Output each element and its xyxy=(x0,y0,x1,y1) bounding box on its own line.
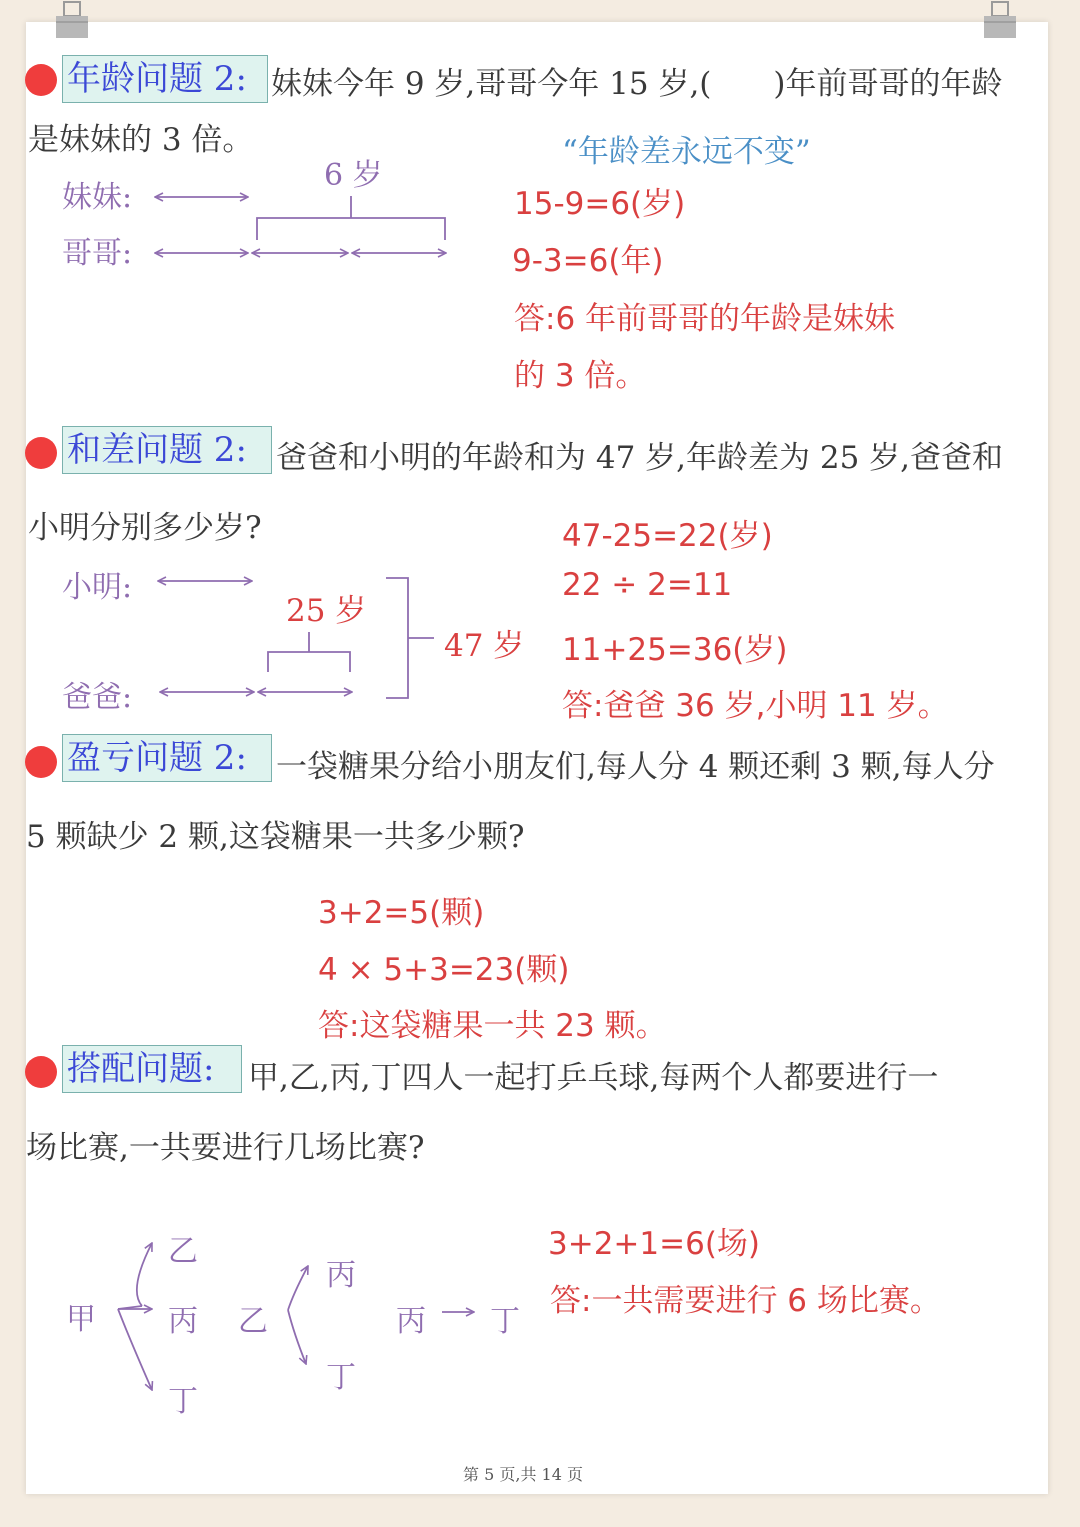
label-dad: 爸爸: xyxy=(62,680,133,715)
answer-match: 答:一共需要进行 6 场比赛。 xyxy=(550,1283,941,1319)
label-xiaoming: 小明: xyxy=(62,570,133,605)
question-age-line1: 妹妹今年 9 岁,哥哥今年 15 岁,( )年前哥哥的年龄 xyxy=(271,66,1003,102)
yi-branch-up xyxy=(288,1266,308,1310)
answer-sumdiff: 答:爸爸 36 岁,小明 11 岁。 xyxy=(562,688,949,724)
answer-age-line2: 的 3 倍。 xyxy=(514,358,647,394)
label-sister: 妹妹: xyxy=(62,180,133,215)
node-jia: 甲 xyxy=(66,1302,96,1337)
question-match-line1: 甲,乙,丙,丁四人一起打乒乓球,每两个人都要进行一 xyxy=(248,1060,939,1096)
calc-age-1: 15-9=6(岁) xyxy=(514,186,686,222)
diff-label-25: 25 岁 xyxy=(286,593,367,629)
calc-profit-2: 4 × 5+3=23(颗) xyxy=(318,952,570,988)
jia-branch-down xyxy=(118,1309,152,1390)
node-bing: 丙 xyxy=(326,1258,356,1293)
node-bing: 丙 xyxy=(168,1304,198,1339)
diff-label-6: 6 岁 xyxy=(324,158,383,193)
calc-match-1: 3+2+1=6(场) xyxy=(548,1226,761,1262)
node-ding: 丁 xyxy=(326,1360,356,1395)
node-yi: 乙 xyxy=(238,1304,268,1339)
node-ding: 丁 xyxy=(490,1304,520,1339)
answer-profit: 答:这袋糖果一共 23 颗。 xyxy=(318,1008,667,1044)
hint-age-difference: “年龄差永远不变” xyxy=(562,134,811,170)
question-sumdiff-line2: 小明分别多少岁? xyxy=(28,510,262,546)
question-age-line2: 是妹妹的 3 倍。 xyxy=(28,122,254,158)
node-yi: 乙 xyxy=(168,1234,198,1269)
answer-age-line1: 答:6 年前哥哥的年龄是妹妹 xyxy=(514,301,896,337)
jia-branch-up xyxy=(137,1243,152,1306)
calc-sumdiff-1: 47-25=22(岁) xyxy=(562,518,773,554)
calc-sumdiff-2: 22 ÷ 2=11 xyxy=(562,567,733,603)
calc-age-2: 9-3=6(年) xyxy=(512,243,664,279)
page-footer: 第 5 页,共 14 页 xyxy=(463,1465,583,1484)
section-title-match: 搭配问题: xyxy=(62,1045,242,1093)
sum-label-47: 47 岁 xyxy=(444,628,525,664)
sumdiff-diff-brace xyxy=(268,632,350,672)
question-profit-line2: 5 颗缺少 2 颗,这袋糖果一共多少颗? xyxy=(26,819,525,855)
section-title-sumdiff: 和差问题 2: xyxy=(62,426,272,474)
question-sumdiff-line1: 爸爸和小明的年龄和为 47 岁,年龄差为 25 岁,爸爸和 xyxy=(276,440,1004,476)
section-title-profit: 盈亏问题 2: xyxy=(62,734,272,782)
node-ding: 丁 xyxy=(168,1384,198,1419)
question-profit-line1: 一袋糖果分给小朋友们,每人分 4 颗还剩 3 颗,每人分 xyxy=(276,749,995,785)
calc-profit-1: 3+2=5(颗) xyxy=(318,895,485,931)
node-bing: 丙 xyxy=(396,1304,426,1339)
label-brother: 哥哥: xyxy=(62,236,133,271)
section-title-age: 年龄问题 2: xyxy=(62,55,268,103)
calc-sumdiff-3: 11+25=36(岁) xyxy=(562,632,788,668)
age-diff-brace xyxy=(257,196,445,240)
yi-branch-down xyxy=(288,1310,306,1364)
sumdiff-sum-brace xyxy=(386,578,434,698)
question-match-line2: 场比赛,一共要进行几场比赛? xyxy=(26,1130,425,1166)
